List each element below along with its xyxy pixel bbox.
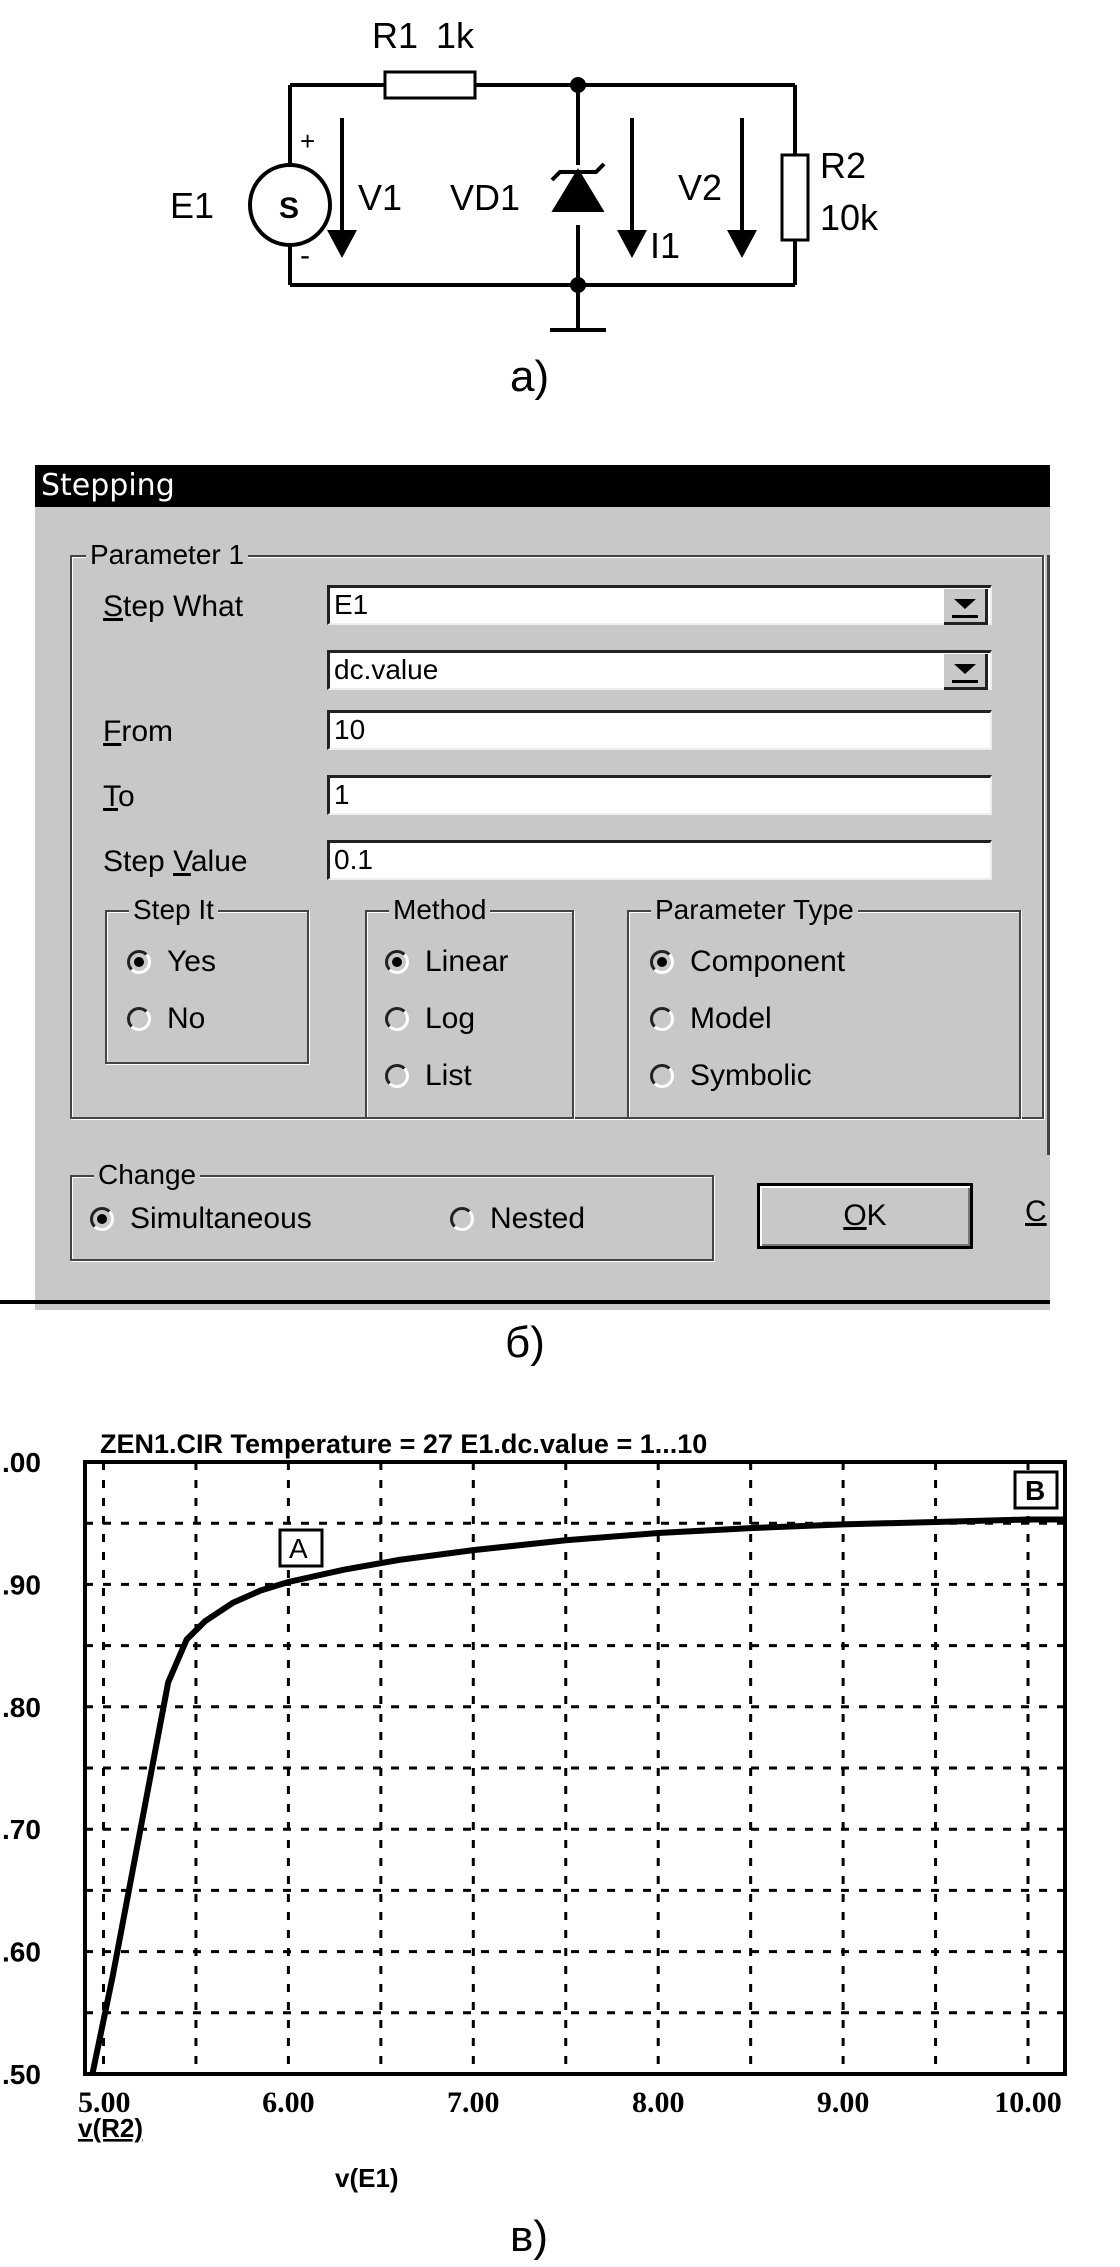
x-tick-label: 6.00: [262, 2086, 315, 2119]
series-line: [92, 1520, 1065, 2075]
x-tick-label: 9.00: [816, 2086, 870, 2119]
v1-label: V1: [358, 177, 403, 218]
x-tick-label: 8.00: [631, 2086, 685, 2119]
chevron-down-icon[interactable]: [944, 589, 988, 625]
step-it-group: [105, 894, 309, 1064]
r2-value: 10k: [820, 197, 879, 238]
svg-text:B: B: [1025, 1475, 1046, 1506]
y-tick-label: .00: [2, 1447, 41, 1478]
source-symbol: S: [279, 192, 300, 225]
x-tick-label: 10.00: [994, 2086, 1062, 2119]
step-what-label: Step What: [103, 590, 244, 623]
parameter-group-title: Parameter 1: [86, 539, 248, 571]
dialog-bottom-line: [0, 1300, 1050, 1304]
cancel-button-partial[interactable]: C: [1025, 1195, 1047, 1228]
stepping-dialog: [35, 465, 1050, 1310]
dialog-title: Stepping: [35, 465, 1050, 507]
circuit-schematic: [0, 0, 1120, 420]
x-axis-label: v(E1): [335, 2163, 399, 2193]
radio-icon[interactable]: [385, 1007, 409, 1031]
i1-label: I1: [650, 225, 681, 266]
ok-button[interactable]: OK: [757, 1183, 973, 1249]
radio-selected-icon[interactable]: [385, 950, 409, 974]
radio-no[interactable]: No: [127, 1002, 205, 1036]
v2-label: V2: [678, 167, 723, 208]
y-tick-label: .50: [2, 2059, 41, 2090]
property-value: dc.value: [334, 654, 439, 685]
radio-icon[interactable]: [127, 1007, 151, 1031]
e1-label: E1: [170, 185, 215, 226]
caption-c: в): [510, 2212, 549, 2261]
radio-yes[interactable]: Yes: [127, 945, 216, 979]
r1-value: 1k: [436, 15, 475, 56]
caption-a: а): [510, 352, 550, 401]
chart-title: ZEN1.CIR Temperature = 27 E1.dc.value = 1...10: [100, 1429, 708, 1459]
radio-simultaneous[interactable]: Simultaneous: [90, 1202, 312, 1236]
vd1-label: VD1: [450, 177, 521, 218]
change-title: Change: [94, 1159, 200, 1191]
minus-sign: -: [300, 239, 310, 272]
radio-icon[interactable]: [650, 1064, 674, 1088]
y-tick-label: .90: [2, 1569, 41, 1601]
property-dropdown[interactable]: [327, 650, 992, 690]
dialog-right-edge: [1047, 555, 1050, 1155]
r1-label: R1: [372, 15, 419, 56]
zener-chart: [0, 1415, 1120, 2215]
step-it-title: Step It: [129, 894, 218, 926]
marker-b: [1015, 1472, 1057, 1508]
to-input[interactable]: 1: [327, 775, 992, 815]
step-what-value: E1: [334, 589, 369, 620]
svg-text:A: A: [289, 1533, 308, 1564]
chevron-down-icon[interactable]: [944, 654, 988, 690]
y-tick-label: .70: [2, 1814, 41, 1846]
step-value-input[interactable]: 0.1: [327, 840, 992, 880]
to-label: To: [103, 780, 135, 813]
y-tick-label: .60: [2, 1936, 41, 1968]
parameter-type-title: Parameter Type: [651, 894, 858, 926]
radio-selected-icon[interactable]: [127, 950, 151, 974]
plus-sign: +: [300, 126, 316, 156]
radio-model[interactable]: Model: [650, 1002, 772, 1036]
radio-symbolic[interactable]: Symbolic: [650, 1059, 812, 1093]
step-what-dropdown[interactable]: [327, 585, 992, 625]
radio-icon[interactable]: [385, 1064, 409, 1088]
radio-linear[interactable]: Linear: [385, 945, 508, 979]
x-tick-label: 7.00: [447, 2086, 500, 2119]
method-title: Method: [389, 894, 490, 926]
radio-icon[interactable]: [650, 1007, 674, 1031]
r2-label: R2: [820, 145, 867, 186]
caption-b: б): [505, 1318, 545, 1367]
from-input[interactable]: 10: [327, 710, 992, 750]
radio-nested[interactable]: Nested: [450, 1202, 585, 1236]
y-tick-label: .80: [2, 1691, 41, 1723]
radio-log[interactable]: Log: [385, 1002, 475, 1036]
x-tick-label: 5.00: [78, 2086, 131, 2119]
radio-list[interactable]: List: [385, 1059, 472, 1093]
y-series-label: v(R2): [78, 2113, 144, 2143]
radio-component[interactable]: Component: [650, 945, 845, 979]
radio-selected-icon[interactable]: [650, 950, 674, 974]
from-label: From: [103, 715, 173, 748]
marker-a: [280, 1530, 322, 1566]
step-value-label: Step Value: [103, 845, 248, 878]
radio-icon[interactable]: [450, 1207, 474, 1231]
radio-selected-icon[interactable]: [90, 1207, 114, 1231]
